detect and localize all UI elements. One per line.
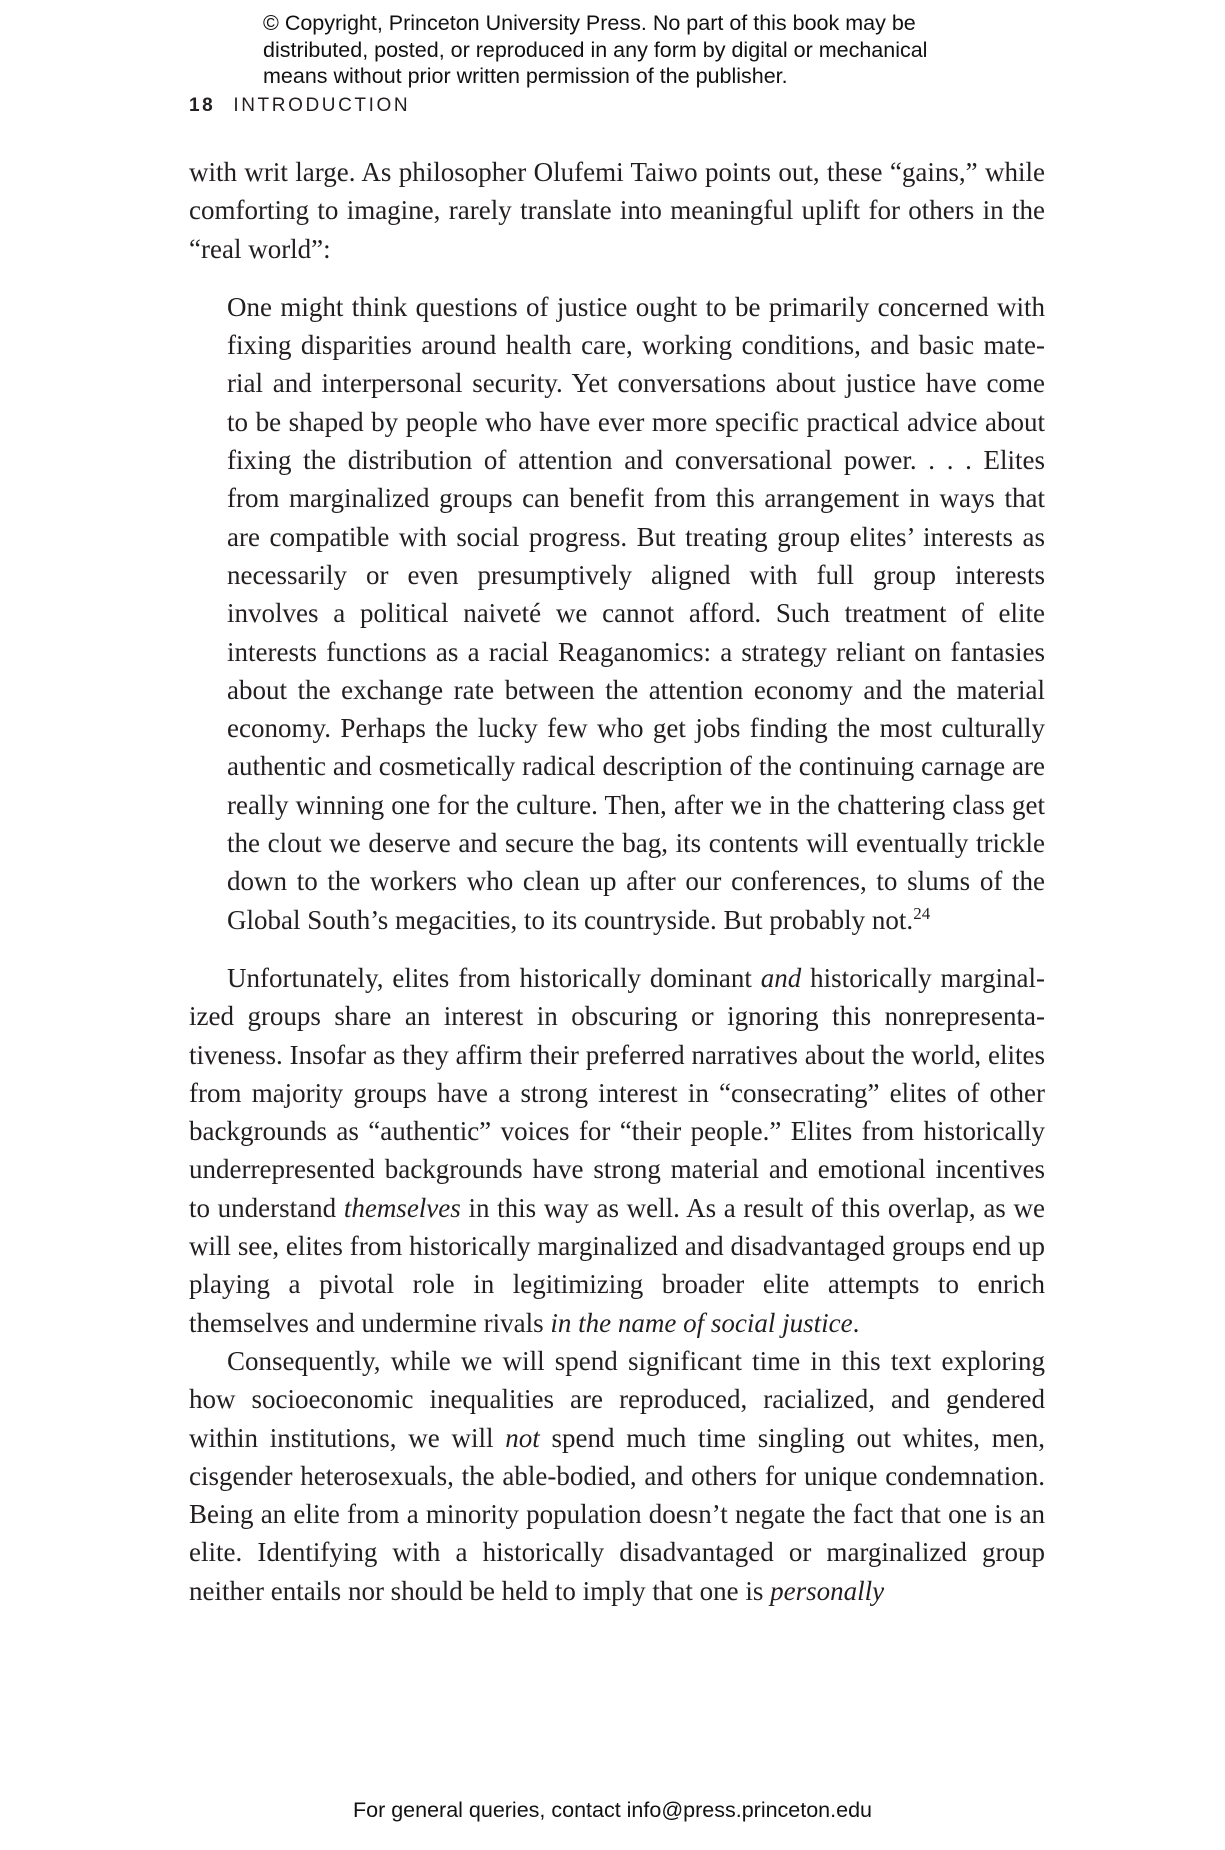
body-text [189, 153, 1045, 1610]
paragraph-2-emphasis-1: and [760, 962, 802, 993]
block-quote [227, 288, 1045, 939]
page-number: 18 [189, 95, 216, 116]
paragraph-3-emphasis-1: not [505, 1422, 540, 1453]
paragraph-3 [189, 1342, 1045, 1610]
paragraph-3-part-a: Consequently, while we will spend significant time in this text exploring how socioeconomic inequalities are reproduced, racialized, and gendered within institutions, we will [189, 1345, 1045, 1453]
paragraph-1: with writ large. As philosopher Olufemi Taiwo points out, these “gains,” while comforting to imagine, rarely translate into meaningful uplift for others in the “real world”: [189, 157, 1045, 264]
paragraph-2 [189, 959, 1045, 1342]
paragraph-2-emphasis-3: in the name of social justice [550, 1307, 853, 1338]
footer-contact: For general queries, contact info@press.princeton.edu [352, 1798, 872, 1822]
running-head [189, 95, 410, 117]
copyright-line-3: means without prior written permission of the publisher. [263, 64, 788, 88]
copyright-line-2: distributed, posted, or reproduced in any form by digital or mechanical [263, 37, 928, 62]
paragraph-3-part-b: spend much time singling out whites, men, cisgender heterosexuals, the able-bodied, and others for unique condemnation. Being an elite from a minority population doesn’t negate the fact that one is an elite. Identifying with a historically disadvantaged or marginalized group neither entails nor should be held to imply that one is [189, 1422, 1045, 1606]
block-quote-text: One might think questions of justice ought to be primarily concerned with fixing disparities around health care, working conditions, and basic material and interpersonal security. Yet conversations about justice have come to be shaped by people who have ever more specific practical advice about fixing the distribution of attention and conversational power. . . . Elites from marginalized groups can benefit from this arrangement in ways that are compatible with social progress. But treating group elites’ interests as necessarily or even presumptively aligned with full group interests involves a political naiveté we cannot afford. Such treatment of elite interests functions as a racial Reaganomics: a strategy reliant on fantasies about the exchange rate between the attention economy and the material economy. Perhaps the lucky few who get jobs finding the most culturally authentic and cosmetically radical description of the continuing carnage are really winning one for the culture. Then, after we in the chattering class get the clout we deserve and secure the bag, its contents will eventually trickle down to the workers who clean up after our conferences, to slums of the Global South’s megacities, to its countryside. But probably not. [227, 291, 1045, 935]
paragraph-2-part-d: . [852, 1307, 860, 1338]
paragraph-2-emphasis-2: themselves [343, 1192, 461, 1223]
footnote-marker[interactable]: 24 [913, 903, 931, 923]
paragraph-2-part-a: Unfortunately, elites from historically dominant [227, 962, 761, 993]
section-title: INTRODUCTION [233, 95, 411, 116]
paragraph-3-emphasis-2: personally [770, 1575, 885, 1606]
copyright-line-1: © Copyright, Princeton University Press. No part of this book may be [263, 11, 916, 35]
copyright-notice [263, 10, 1023, 90]
paragraph-2-part-c: in this way as well. As a result of this overlap, as we will see, elites from historically marginalized and disadvantaged groups end up playing a pivotal role in legitimizing broader elite attempts to enrich themselves and undermine rivals [189, 1192, 1045, 1338]
paragraph-2-part-b: historically marginalized groups share an interest in obscuring or ignoring this nonrepresentativeness. Insofar as they affirm their preferred narratives about the world, elites from majority groups have a strong interest in “consecrating” elites of other backgrounds as “authentic” voices for “their people.” Elites from historically underrepresented backgrounds have strong material and emotional incentives to understand [189, 962, 1046, 1223]
